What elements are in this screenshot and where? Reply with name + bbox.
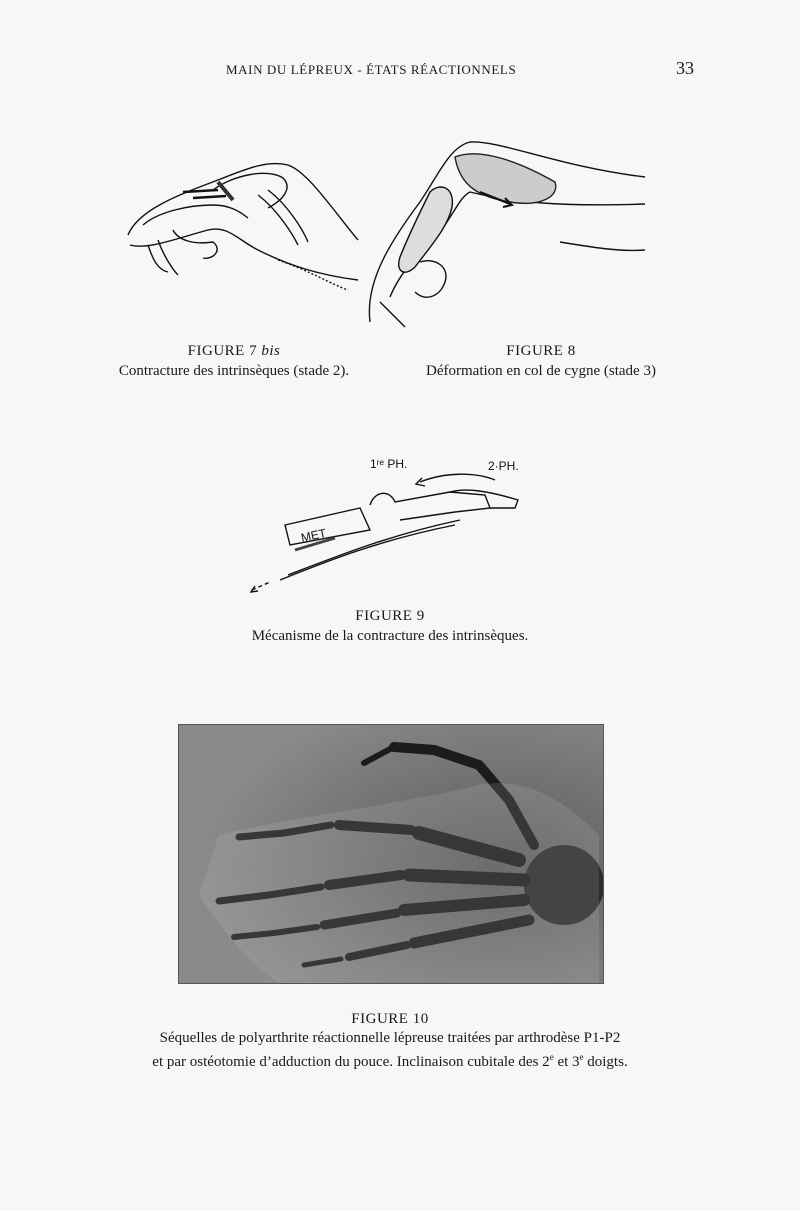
figure-8-illustration <box>360 132 655 332</box>
figure-8-caption: Déformation en col de cygne (stade 3) <box>426 363 656 379</box>
figure-10-caption-line-2-part-c: doigts. <box>583 1054 628 1070</box>
figure-7bis-label <box>98 341 370 361</box>
figure-10-caption-line-1: Séquelles de polyarthrite réactionnelle lépreuse traitées par arthrodèse P1-P2 <box>159 1030 621 1046</box>
figure-9-annotation-first-phalanx: 1ʳᵉ PH. <box>370 457 408 471</box>
figure-10-caption-line-2-part-b: et 3 <box>553 1054 580 1070</box>
figure-9-illustration <box>250 450 540 600</box>
figure-9-caption: Mécanisme de la contracture des intrinsèques. <box>251 628 529 644</box>
figure-9-caption-block <box>200 606 580 646</box>
figure-10-caption-superscript-1: e <box>549 1052 554 1062</box>
figure-9-annotation-metacarpal: MET <box>299 525 328 545</box>
figure-9-label: FIGURE 9 <box>355 608 425 624</box>
figure-7bis-label-main: FIGURE 7 <box>187 343 258 359</box>
figure-10-caption-superscript-2: e <box>579 1052 584 1062</box>
running-title: MAIN DU LÉPREUX - ÉTATS RÉACTIONNELS <box>226 62 517 77</box>
figure-7bis-label-suffix: bis <box>261 343 281 359</box>
figure-7bis-caption-block <box>98 341 370 381</box>
figure-7bis-caption: Contracture des intrinsèques (stade 2). <box>118 363 350 379</box>
figure-7bis-illustration <box>118 150 368 310</box>
figure-10-caption-line-2 <box>90 1048 690 1072</box>
figure-8-caption-block <box>398 341 684 381</box>
page-number: 33 <box>676 58 694 78</box>
figure-10-caption-line-2-part-a: et par ostéotomie d’adduction du pouce. Inclinaison cubitale des 2 <box>152 1054 550 1070</box>
figure-8-label: FIGURE 8 <box>506 343 576 359</box>
figure-9-annotation-second-phalanx: 2·PH. <box>488 459 519 473</box>
figure-10-radiograph <box>178 724 604 984</box>
radiograph-hand-image <box>179 725 603 983</box>
figure-10-label: FIGURE 10 <box>351 1011 429 1027</box>
figure-10-caption-block <box>90 1010 690 1072</box>
